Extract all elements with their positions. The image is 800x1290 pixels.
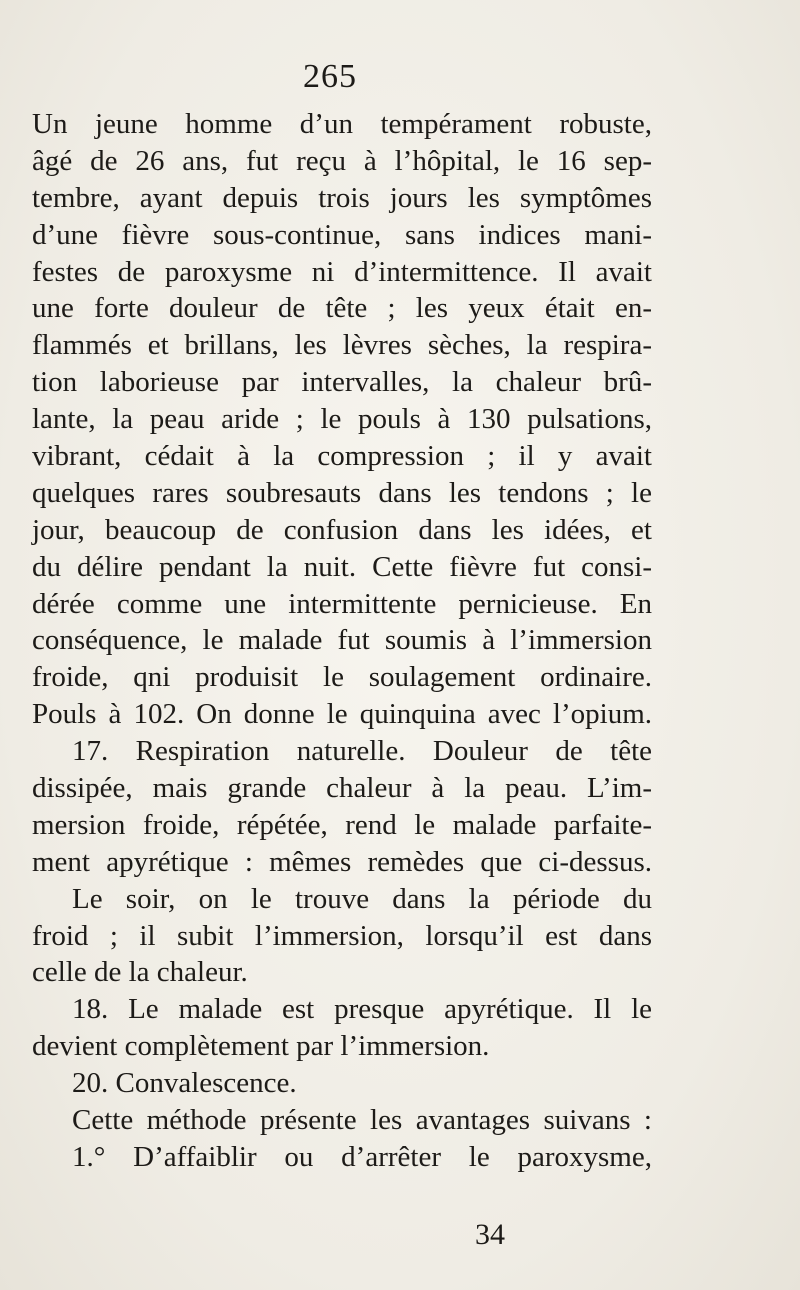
text-line: âgé de 26 ans, fut reçu à l’hôpital, le 16 sep- xyxy=(32,144,652,177)
text-line: conséquence, le malade fut soumis à l’immersion xyxy=(32,624,652,657)
text-line: froide, qni produisit le soulagement ordinaire. xyxy=(32,661,652,694)
text-line: 20. Convalescence. xyxy=(72,1067,297,1100)
text-line: flammés et brillans, les lèvres sèches, la respira- xyxy=(32,329,652,362)
text-line: dérée comme une intermittente pernicieuse. En xyxy=(32,587,652,620)
text-line: tion laborieuse par intervalles, la chaleur brû- xyxy=(32,366,652,399)
page-number: 265 xyxy=(303,58,357,95)
text-line: 1.° D’affaiblir ou d’arrêter le paroxysme, xyxy=(72,1140,652,1173)
text-line: celle de la chaleur. xyxy=(32,956,248,989)
body-text xyxy=(32,106,652,1176)
text-line: devient complètement par l’immersion. xyxy=(32,1030,490,1063)
text-line: Un jeune homme d’un tempérament robuste, xyxy=(32,108,652,140)
text-line: dissipée, mais grande chaleur à la peau. L’im- xyxy=(32,772,652,805)
text-line: tembre, ayant depuis trois jours les symptômes xyxy=(32,181,652,214)
signature-mark: 34 xyxy=(475,1218,505,1251)
text-line: 18. Le malade est presque apyrétique. Il le xyxy=(72,993,652,1026)
text-line: du délire pendant la nuit. Cette fièvre fut consi- xyxy=(32,550,652,583)
text-line: Le soir, on le trouve dans la période du xyxy=(72,882,652,915)
text-line: une forte douleur de tête ; les yeux était en- xyxy=(32,292,652,325)
text-line: jour, beaucoup de confusion dans les idées, et xyxy=(32,513,652,546)
text-line: lante, la peau aride ; le pouls à 130 pulsations, xyxy=(32,403,652,436)
text-line: Pouls à 102. On donne le quinquina avec l’opium. xyxy=(32,698,652,731)
text-line: festes de paroxysme ni d’intermittence. Il avait xyxy=(32,255,652,288)
text-line: d’une fièvre sous-continue, sans indices mani- xyxy=(32,218,652,251)
text-line: vibrant, cédait à la compression ; il y avait xyxy=(32,440,652,473)
text-line: mersion froide, répétée, rend le malade parfaite- xyxy=(32,808,652,841)
text-line: froid ; il subit l’immersion, lorsqu’il est dans xyxy=(32,919,652,952)
text-line: 17. Respiration naturelle. Douleur de tête xyxy=(72,735,652,768)
text-line: quelques rares soubresauts dans les tendons ; le xyxy=(32,476,652,509)
text-line: ment apyrétique : mêmes remèdes que ci-dessus. xyxy=(32,845,652,878)
text-line: Cette méthode présente les avantages suivans : xyxy=(72,1104,652,1137)
